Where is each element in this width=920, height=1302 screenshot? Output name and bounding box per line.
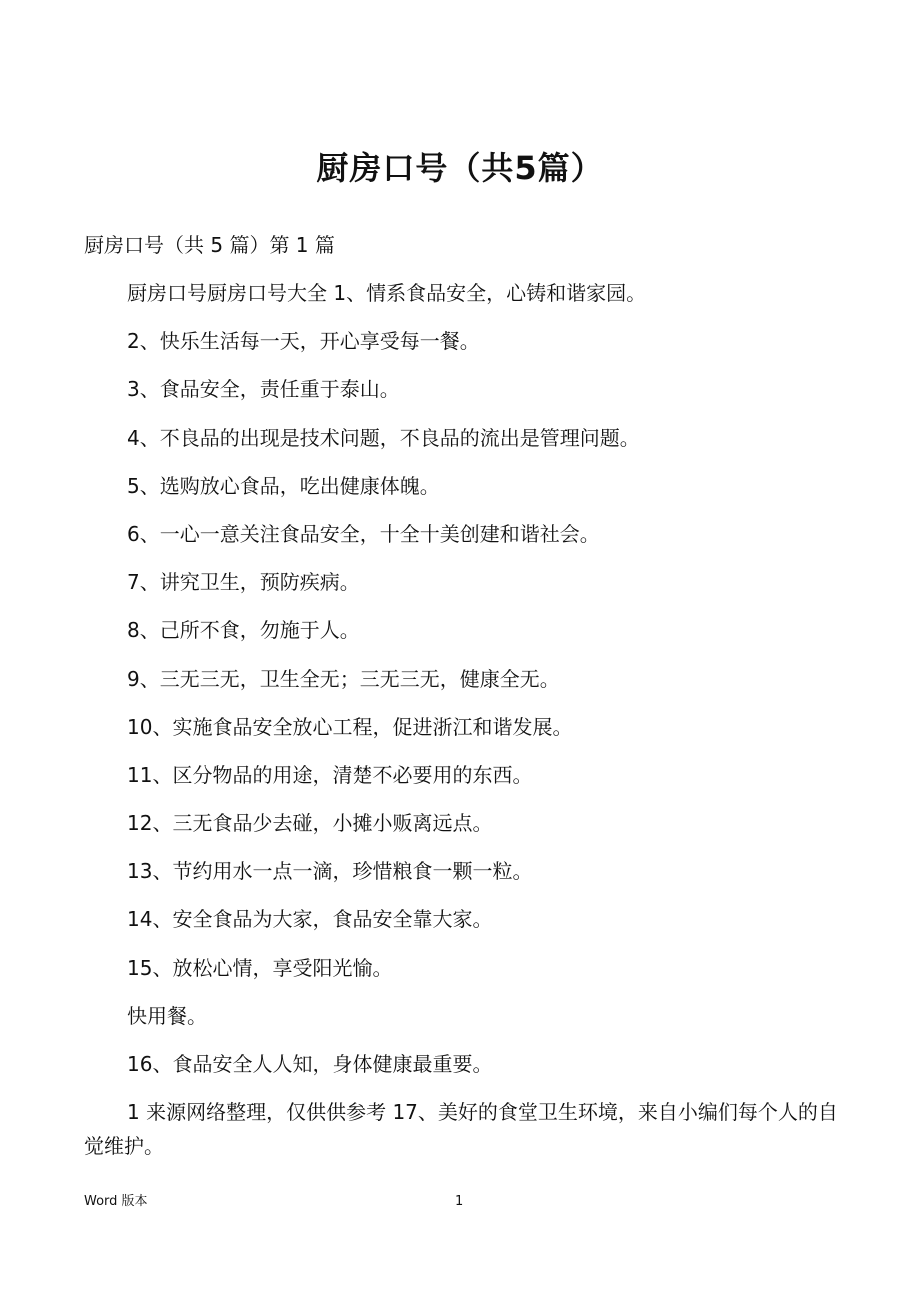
paragraph: 13、节约用水一点一滴，珍惜粮食一颗一粒。 xyxy=(127,859,533,884)
footer-label: Word 版本 xyxy=(84,1194,148,1209)
paragraph: 15、放松心情，享受阳光愉。 xyxy=(127,955,393,980)
paragraph: 5、选购放心食品，吃出健康体魄。 xyxy=(127,473,440,498)
paragraph: 9、三无三无，卫生全无；三无三无，健康全无。 xyxy=(127,666,560,691)
paragraph: 14、安全食品为大家，食品安全靠大家。 xyxy=(127,907,493,932)
paragraph: 8、己所不食，勿施于人。 xyxy=(127,618,360,643)
paragraph: 1 来源网络整理，仅供供参考 17、美好的食堂卫生环境，来自小编们每个人的自觉维护。 xyxy=(84,1100,838,1159)
paragraph: 16、食品安全人人知，身体健康最重要。 xyxy=(127,1052,493,1076)
paragraph: 快用餐。 xyxy=(127,1003,207,1028)
page-title: 厨房口号（共5篇） xyxy=(316,149,604,187)
paragraph: 2、快乐生活每一天，开心享受每一餐。 xyxy=(127,329,480,354)
document-body xyxy=(84,276,844,1177)
section-heading: 厨房口号（共 5 篇）第 1 篇 xyxy=(84,233,335,257)
paragraph: 6、一心一意关注食品安全，十全十美创建和谐社会。 xyxy=(127,521,600,546)
page-number: 1 xyxy=(455,1194,464,1209)
paragraph: 7、讲究卫生，预防疾病。 xyxy=(127,570,360,595)
paragraph: 厨房口号厨房口号大全 1、情系食品安全，心铸和谐家园。 xyxy=(127,281,647,305)
paragraph: 11、区分物品的用途，清楚不必要用的东西。 xyxy=(127,762,533,787)
paragraph: 12、三无食品少去碰，小摊小贩离远点。 xyxy=(127,811,493,836)
paragraph: 3、食品安全，责任重于泰山。 xyxy=(127,377,400,402)
paragraph: 4、不良品的出现是技术问题，不良品的流出是管理问题。 xyxy=(127,425,640,450)
paragraph: 10、实施食品安全放心工程，促进浙江和谐发展。 xyxy=(127,714,573,739)
